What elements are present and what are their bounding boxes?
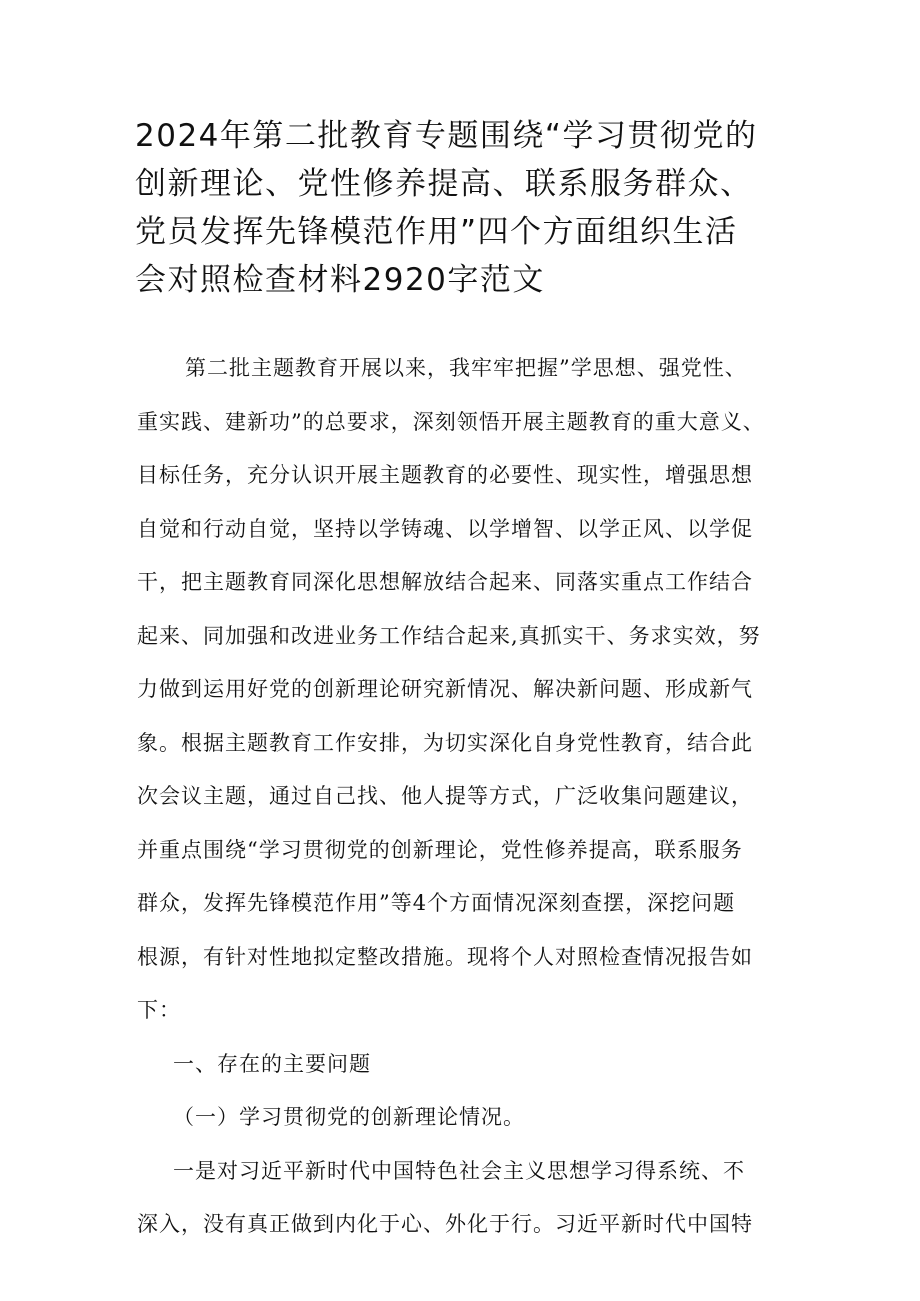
paragraph-line: 干，把主题教育同深化思想解放结合起来、同落实重点工作结合 — [137, 570, 753, 594]
paragraph-line: 下： — [137, 998, 181, 1022]
paragraph-line: 深入，没有真正做到内化于心、外化于行。习近平新时代中国特 — [137, 1212, 753, 1236]
document-title — [135, 112, 825, 304]
paragraph-line: 群众，发挥先锋模范作用”等4个方面情况深刻查摆，深挖问题 — [137, 891, 736, 915]
subsection-heading: （一）学习贯彻党的创新理论情况。 — [173, 1105, 525, 1129]
section-heading: 一、存在的主要问题 — [173, 1052, 371, 1076]
paragraph-line: 自觉和行动自觉，坚持以学铸魂、以学增智、以学正风、以学促 — [137, 517, 753, 541]
paragraph-line: 重实践、建新功”的总要求，深刻领悟开展主题教育的重大意义、 — [137, 410, 765, 434]
paragraph-line: 次会议主题，通过自己找、他人提等方式，广泛收集问题建议， — [137, 784, 753, 808]
paragraph-line: 并重点围绕“学习贯彻党的创新理论，党性修养提高，联系服务 — [137, 838, 743, 862]
paragraph-line: 象。根据主题教育工作安排，为切实深化自身党性教育，结合此 — [137, 731, 753, 755]
paragraph-line: 根源，有针对性地拟定整改措施。现将个人对照检查情况报告如 — [137, 945, 753, 969]
title-line: 会对照检查材料2920字范文 — [135, 262, 545, 298]
paragraph-line: 第二批主题教育开展以来，我牢牢把握”学思想、强党性、 — [185, 356, 747, 380]
title-line: 党员发挥先锋模范作用”四个方面组织生活 — [135, 214, 738, 250]
paragraph-line: 起来、同加强和改进业务工作结合起来,真抓实干、务求实效，努 — [137, 624, 761, 648]
paragraph-line: 一是对习近平新时代中国特色社会主义思想学习得系统、不 — [173, 1159, 745, 1183]
paragraph-line: 目标任务，充分认识开展主题教育的必要性、现实性，增强思想 — [137, 463, 753, 487]
title-line: 创新理论、党性修养提高、联系服务群众、 — [135, 166, 753, 202]
title-line: 2024年第二批教育专题围绕“学习贯彻党的 — [135, 118, 758, 154]
paragraph-line: 力做到运用好党的创新理论研究新情况、解决新问题、形成新气 — [137, 677, 753, 701]
